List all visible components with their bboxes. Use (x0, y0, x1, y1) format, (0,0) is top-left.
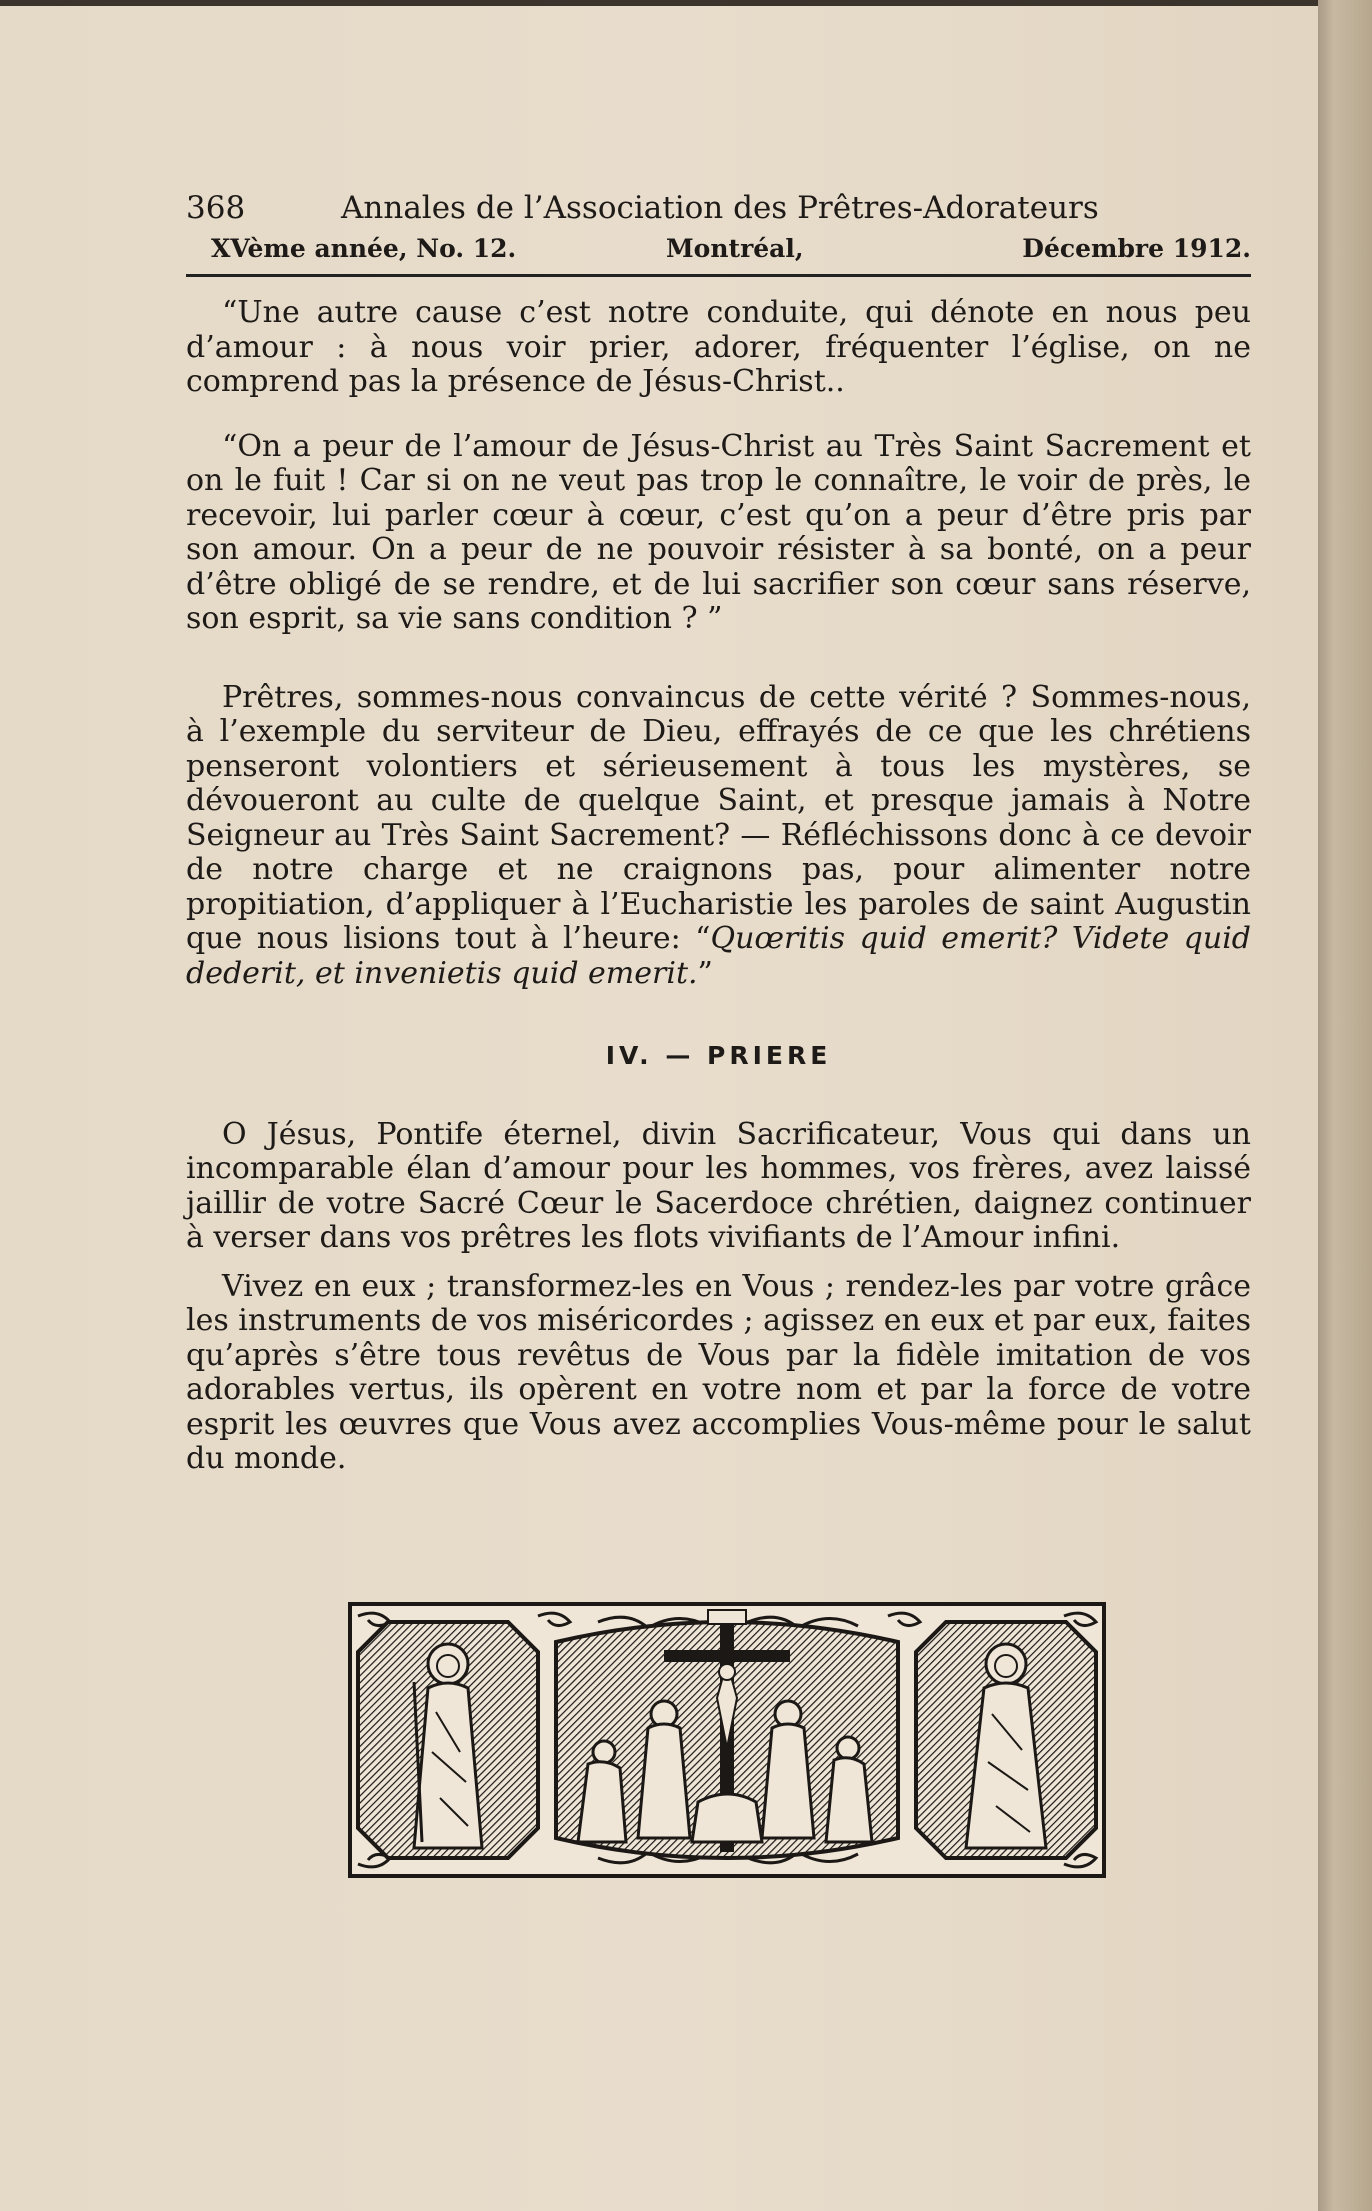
crucifixion-engraving (348, 1602, 1106, 1878)
engraving-svg (348, 1602, 1106, 1878)
article-body (186, 296, 1251, 1477)
section-heading: IV. — PRIERE (605, 1041, 832, 1070)
issue-line (186, 234, 1251, 270)
book-binding-edge (1318, 0, 1372, 2211)
closing-quote: ” (697, 955, 713, 991)
issue-volume: XVème année, No. 12. (211, 234, 517, 263)
top-edge (0, 0, 1330, 6)
paragraph-2: “On a peur de l’amour de Jésus-Christ au Très Saint Sacrement et on le fuit ! Car si on ne veut pas trop le connaître, le voir de près, le recevoir, lui parler cœur à cœur, c’est qu’on a peur d’être pris par son amour. On a peur de ne pouvoir résister à sa bonté, on a peur d’être obligé de se rendre, et de lui sacrifier son cœur sans réserve, son esprit, sa vie sans condition ? ” (186, 428, 1251, 636)
prayer-paragraph-2: Vivez en eux ; transformez-les en Vous ; rendez-les par votre grâce les instruments de vos miséricordes ; agissez en eux et par eux, faites qu’après s’être tous revêtus de Vous par la fidèle imitation de vos adorables vertus, ils opèrent en votre nom et par la force de votre esprit les œuvres que Vous avez accomplies Vous-même pour le salut du monde. (186, 1268, 1251, 1476)
page-header (186, 190, 1251, 270)
issue-date: Décembre 1912. (1022, 234, 1251, 263)
running-title: Annales de l’Association des Prêtres-Adorateurs (341, 190, 1099, 226)
header-line (186, 190, 1251, 230)
latin-quotation: Quœritis quid emerit? Videte quid dederit, et invenietis quid emerit. (186, 921, 1251, 991)
paragraph-3 (186, 681, 1251, 992)
prayer-paragraph-1: O Jésus, Pontife éternel, divin Sacrificateur, Vous qui dans un incomparable élan d’amour pour les hommes, vos frères, avez laissé jaillir de votre Sacré Cœur le Sacerdoce chrétien, daignez continuer à verser dans vos prêtres les flots vivifiants de l’Amour infini. (186, 1116, 1251, 1255)
issue-place: Montréal, (666, 234, 804, 263)
paragraph-3-text: Prêtres, sommes-nous convaincus de cette vérité ? Sommes-nous, à l’exemple du serviteur de Dieu, effrayés de ce que les chrétiens penseront volontiers et sérieusement à tous les mystères, se dévoueront au culte de quelque Saint, et presque jamais à Notre Seigneur au Très Saint Sacrement? — Réfléchissons donc à ce devoir de notre charge et ne craignons pas, pour alimenter notre propitiation, d’appliquer à l’Eucharistie les paroles de saint Augustin que nous lisions tout à l’heure: “ (186, 679, 1251, 956)
header-rule (186, 274, 1251, 277)
page-number: 368 (186, 190, 246, 226)
paragraph-1: “Une autre cause c’est notre conduite, qui dénote en nous peu d’amour : à nous voir prier, adorer, fréquenter l’église, on ne comprend pas la présence de Jésus-Christ.. (186, 295, 1251, 399)
